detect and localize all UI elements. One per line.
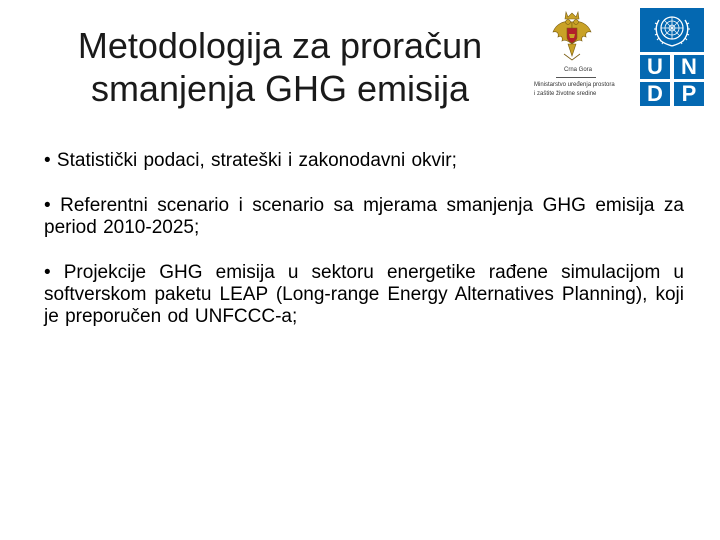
- ministry-name-line-1: Ministarstvo uređenja prostora: [534, 82, 615, 88]
- undp-letter-d: D: [640, 82, 670, 106]
- un-emblem-box: [640, 8, 704, 52]
- bullet-item-1: • Statistički podaci, strateški i zakonodavni okvir;: [44, 150, 457, 171]
- undp-letter-u: U: [640, 55, 670, 79]
- slide-title: [40, 24, 520, 110]
- bullet-list: [44, 150, 684, 351]
- title-line-1: Metodologija za proračun: [77, 25, 483, 66]
- ministry-divider: [556, 77, 596, 78]
- ministry-name-line-2: i zaštite životne sredine: [534, 91, 597, 97]
- undp-letter-p: P: [674, 82, 704, 106]
- ministry-logo: [528, 10, 616, 104]
- ministry-country: Crna Gora: [564, 67, 593, 73]
- undp-logo: [640, 8, 704, 104]
- montenegro-coat-of-arms-icon: [550, 10, 594, 64]
- undp-letter-n: N: [674, 55, 704, 79]
- bullet-item-3: • Projekcije GHG emisija u sektoru energetike rađene simulacijom u softverskom paketu LEAP (Long-range Energy Alternatives Planning), koji je preporučen od UNFCCC-a;: [44, 262, 684, 327]
- title-line-2: smanjenja GHG emisija: [90, 68, 470, 109]
- bullet-item-2: • Referentni scenario i scenario sa mjerama smanjenja GHG emisija za period 2010-2025;: [44, 195, 684, 238]
- un-emblem-icon: [651, 10, 693, 50]
